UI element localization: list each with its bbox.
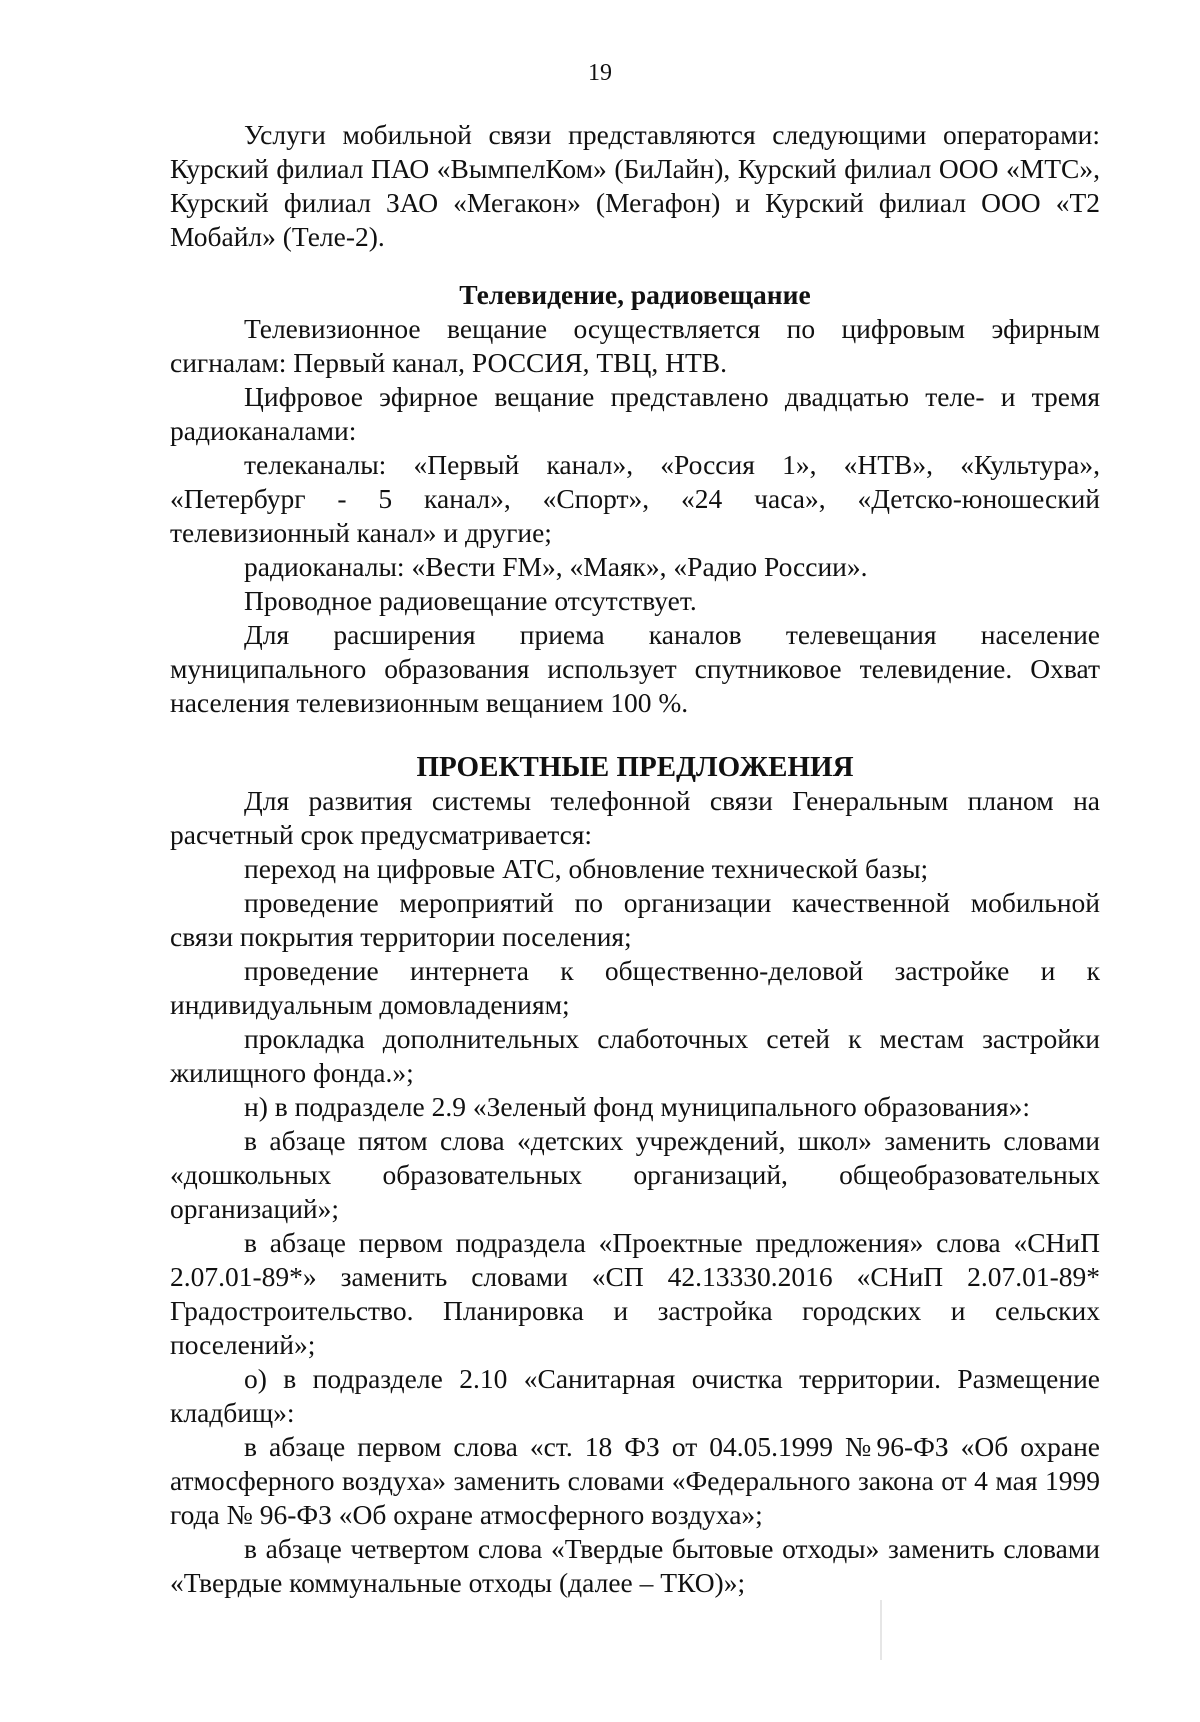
tv-radio-heading: Телевидение, радиовещание bbox=[459, 279, 811, 310]
tv-paragraph-2: Цифровое эфирное вещание представлено двадцатью теле- и тремя радиоканалами: bbox=[170, 381, 1100, 446]
proposals-paragraph-2: переход на цифровые АТС, обновление технической базы; bbox=[244, 853, 929, 884]
document-body bbox=[170, 118, 1100, 1600]
project-proposals-heading: ПРОЕКТНЫЕ ПРЕДЛОЖЕНИЯ bbox=[416, 751, 854, 783]
mobile-operators-paragraph: Услуги мобильной связи представляются следующими операторами: Курский филиал ПАО «ВымпелКом» (БиЛайн), Курский филиал ООО «МТС», Курский филиал ЗАО «Мегакон» (Мегафон) и Курский филиал ООО «Т2 Мобайл» (Теле-2). bbox=[170, 119, 1100, 252]
tv-paragraph-5: Проводное радиовещание отсутствует. bbox=[244, 585, 697, 616]
tv-paragraph-6: Для расширения приема каналов телевещания население муниципального образования использует спутниковое телевидение. Охват населения телевизионным вещанием 100 %. bbox=[170, 619, 1100, 718]
page-number: 19 bbox=[588, 60, 612, 86]
proposals-paragraph-11: в абзаце четвертом слова «Твердые бытовые отходы» заменить словами «Твердые коммунальные отходы (далее – ТКО)»; bbox=[170, 1533, 1100, 1598]
tv-paragraph-4: радиоканалы: «Вести FM», «Маяк», «Радио России». bbox=[244, 551, 868, 582]
tv-paragraph-3: телеканалы: «Первый канал», «Россия 1», «НТВ», «Культура», «Петербург - 5 канал», «Спорт», «24 часа», «Детско-юношеский телевизионный канал» и другие; bbox=[170, 449, 1100, 548]
proposals-paragraph-10: в абзаце первом слова «ст. 18 ФЗ от 04.05.1999 №96-ФЗ «Об охране атмосферного воздуха» заменить словами «Федерального закона от 4 мая 1999 года № 96-ФЗ «Об охране атмосферного воздуха»; bbox=[170, 1431, 1100, 1530]
proposals-paragraph-5: прокладка дополнительных слаботочных сетей к местам застройки жилищного фонда.»; bbox=[170, 1023, 1100, 1088]
proposals-paragraph-9: о) в подразделе 2.10 «Санитарная очистка территории. Размещение кладбищ»: bbox=[170, 1363, 1100, 1428]
proposals-paragraph-3: проведение мероприятий по организации качественной мобильной связи покрытия территории поселения; bbox=[170, 887, 1100, 952]
proposals-paragraph-4: проведение интернета к общественно-деловой застройке и к индивидуальным домовладениям; bbox=[170, 955, 1100, 1020]
proposals-paragraph-8: в абзаце первом подраздела «Проектные предложения» слова «СНиП 2.07.01-89*» заменить словами «СП 42.13330.2016 «СНиП 2.07.01-89* Градостроительство. Планировка и застройка городских и сельских поселений»; bbox=[170, 1227, 1100, 1360]
proposals-paragraph-1: Для развития системы телефонной связи Генеральным планом на расчетный срок предусматривается: bbox=[170, 785, 1100, 850]
tv-paragraph-1: Телевизионное вещание осуществляется по цифровым эфирным сигналам: Первый канал, РОССИЯ, ТВЦ, НТВ. bbox=[170, 313, 1100, 378]
proposals-paragraph-7: в абзаце пятом слова «детских учреждений, школ» заменить словами «дошкольных образовательных организаций, общеобразовательных организаций»; bbox=[170, 1125, 1100, 1224]
proposals-paragraph-6: н) в подразделе 2.9 «Зеленый фонд муниципального образования»: bbox=[244, 1091, 1031, 1122]
scan-artifact-line bbox=[880, 1600, 882, 1660]
